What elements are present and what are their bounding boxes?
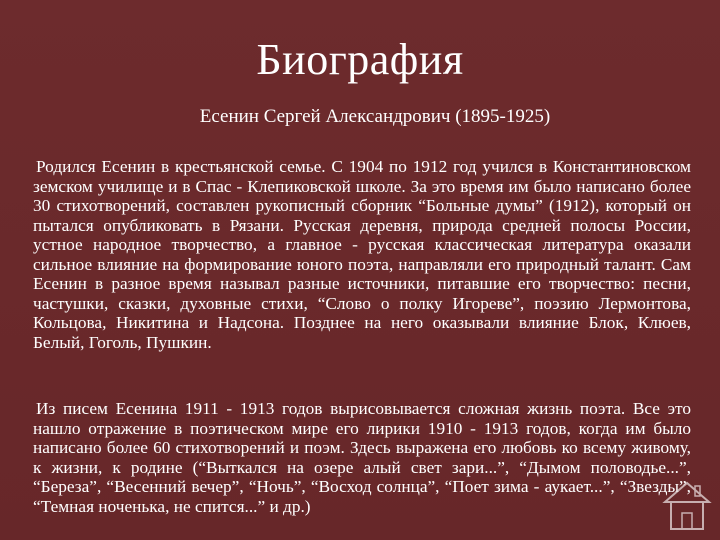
home-icon[interactable] <box>662 480 712 532</box>
body-paragraph-1: Родился Есенин в крестьянской семье. С 1904 по 1912 год учился в Константиновском земском училище и в Спас - Клепиковской школе. За это время им было написано более 30 стихотворений, составлен рукописный сборник “Больные думы” (1912), который он пытался опубликовать в Рязани. Русская деревня, природа средней полосы России, устное народное творчество, а главное - русская классическая литература оказали сильное влияние на формирование юного поэта, направляли его природный талант. Сам Есенин в разное время называл разные источники, питавшие его творчество: песни, частушки, сказки, духовные стихи, “Слово о полку Игореве”, поэзию Лермонтова, Кольцова, Никитина и Надсона. Позднее на него оказывали влияние Блок, Клюев, Белый, Гоголь, Пушкин. <box>33 157 691 352</box>
body-paragraph-2: Из писем Есенина 1911 - 1913 годов вырисовывается сложная жизнь поэта. Все это нашло отражение в поэтическом мире его лирики 1910 - 1913 годов, когда им было написано более 60 стихотворений и поэм. Здесь выражена его любовь ко всему живому, к жизни, к родине (“Выткался на озере алый свет зари...”, “Дымом половодье...”, “Береза”, “Весенний вечер”, “Ночь”, “Восход солнца”, “Поет зима - аукает...”, “Звезды”, “Темная ноченька, не спится...” и др.) <box>33 399 691 516</box>
slide-title: Биография <box>256 35 464 84</box>
slide-subtitle: Есенин Сергей Александрович (1895-1925) <box>199 106 551 127</box>
